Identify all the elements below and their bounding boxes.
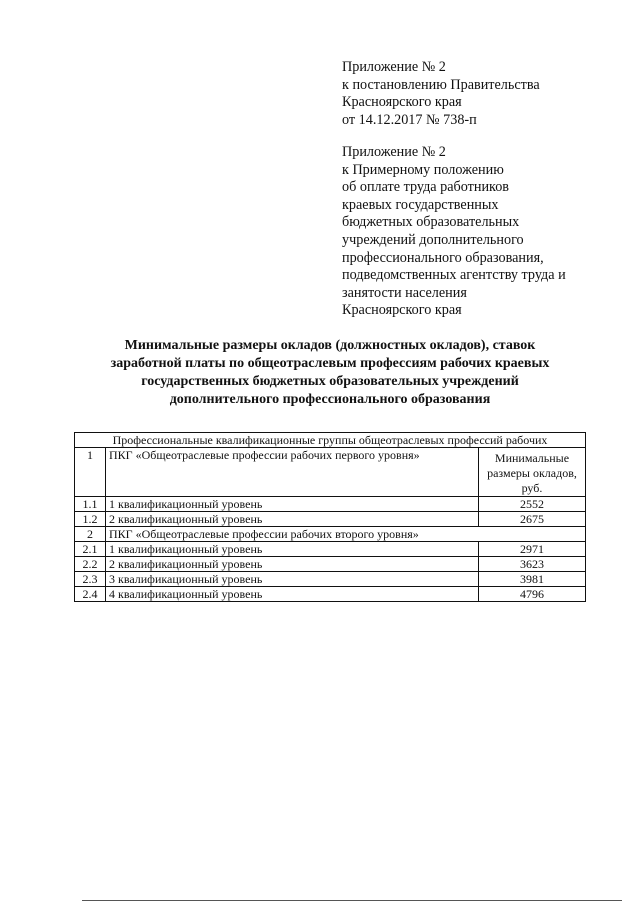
- appendix-line: от 14.12.2017 № 738-п: [342, 111, 477, 128]
- appendix-line: занятости населения: [342, 284, 467, 301]
- qualification-level: 1 квалификационный уровень: [106, 542, 479, 557]
- appendix-line: Красноярского края: [342, 302, 462, 319]
- table-row: [75, 512, 586, 527]
- table-row: [75, 497, 586, 512]
- page-edge-rule: [82, 900, 622, 901]
- salary-value: 2552: [479, 497, 586, 512]
- group-number: 1: [75, 448, 106, 497]
- appendix-header-regulation: [342, 144, 566, 320]
- row-number: 1.2: [75, 512, 106, 527]
- appendix-line: учреждений дополнительного: [342, 231, 524, 248]
- salary-value: 3981: [479, 572, 586, 587]
- appendix-line: Красноярского края: [342, 94, 462, 111]
- table-header-row: [75, 433, 586, 448]
- qualification-level: 4 квалификационный уровень: [106, 587, 479, 602]
- row-number: 2.2: [75, 557, 106, 572]
- appendix-line: профессионального образования,: [342, 249, 544, 266]
- qualification-level: 2 квалификационный уровень: [106, 512, 479, 527]
- qualification-level: 1 квалификационный уровень: [106, 497, 479, 512]
- group-row: [75, 527, 586, 542]
- row-number: 2.4: [75, 587, 106, 602]
- table-header: Профессиональные квалификационные группы общеотраслевых профессий рабочих: [75, 433, 586, 448]
- appendix-line: подведомственных агентству труда и: [342, 267, 566, 284]
- qualification-level: 3 квалификационный уровень: [106, 572, 479, 587]
- appendix-line: краевых государственных: [342, 196, 499, 213]
- table-row: [75, 587, 586, 602]
- title-line: Минимальные размеры окладов (должностных окладов), ставок: [124, 338, 536, 353]
- row-number: 2.1: [75, 542, 106, 557]
- document-title: [74, 337, 586, 409]
- min-salary-header: Минимальные размеры окладов, руб.: [479, 448, 586, 497]
- salary-value: 3623: [479, 557, 586, 572]
- title-line: государственных бюджетных образовательных учреждений: [141, 374, 519, 389]
- table-row: [75, 572, 586, 587]
- group-number: 2: [75, 527, 106, 542]
- title-line: заработной платы по общеотраслевым профессиям рабочих краевых: [110, 356, 550, 371]
- appendix-line: бюджетных образовательных: [342, 214, 520, 231]
- appendix-line: к постановлению Правительства: [342, 76, 540, 93]
- appendix-line: к Примерному положению: [342, 161, 504, 178]
- row-number: 2.3: [75, 572, 106, 587]
- group-name: ПКГ «Общеотраслевые профессии рабочих первого уровня»: [106, 448, 479, 497]
- appendix-line: Приложение № 2: [342, 144, 446, 160]
- group-row: [75, 448, 586, 497]
- table-row: [75, 542, 586, 557]
- qualification-level: 2 квалификационный уровень: [106, 557, 479, 572]
- table-row: [75, 557, 586, 572]
- group-name: ПКГ «Общеотраслевые профессии рабочих второго уровня»: [106, 527, 586, 542]
- salary-table: [74, 432, 586, 602]
- appendix-line: Приложение № 2: [342, 59, 446, 75]
- salary-value: 4796: [479, 587, 586, 602]
- salary-value: 2971: [479, 542, 586, 557]
- appendix-header-resolution: [342, 59, 540, 129]
- row-number: 1.1: [75, 497, 106, 512]
- salary-value: 2675: [479, 512, 586, 527]
- appendix-line: об оплате труда работников: [342, 179, 510, 196]
- title-line: дополнительного профессионального образования: [169, 392, 491, 407]
